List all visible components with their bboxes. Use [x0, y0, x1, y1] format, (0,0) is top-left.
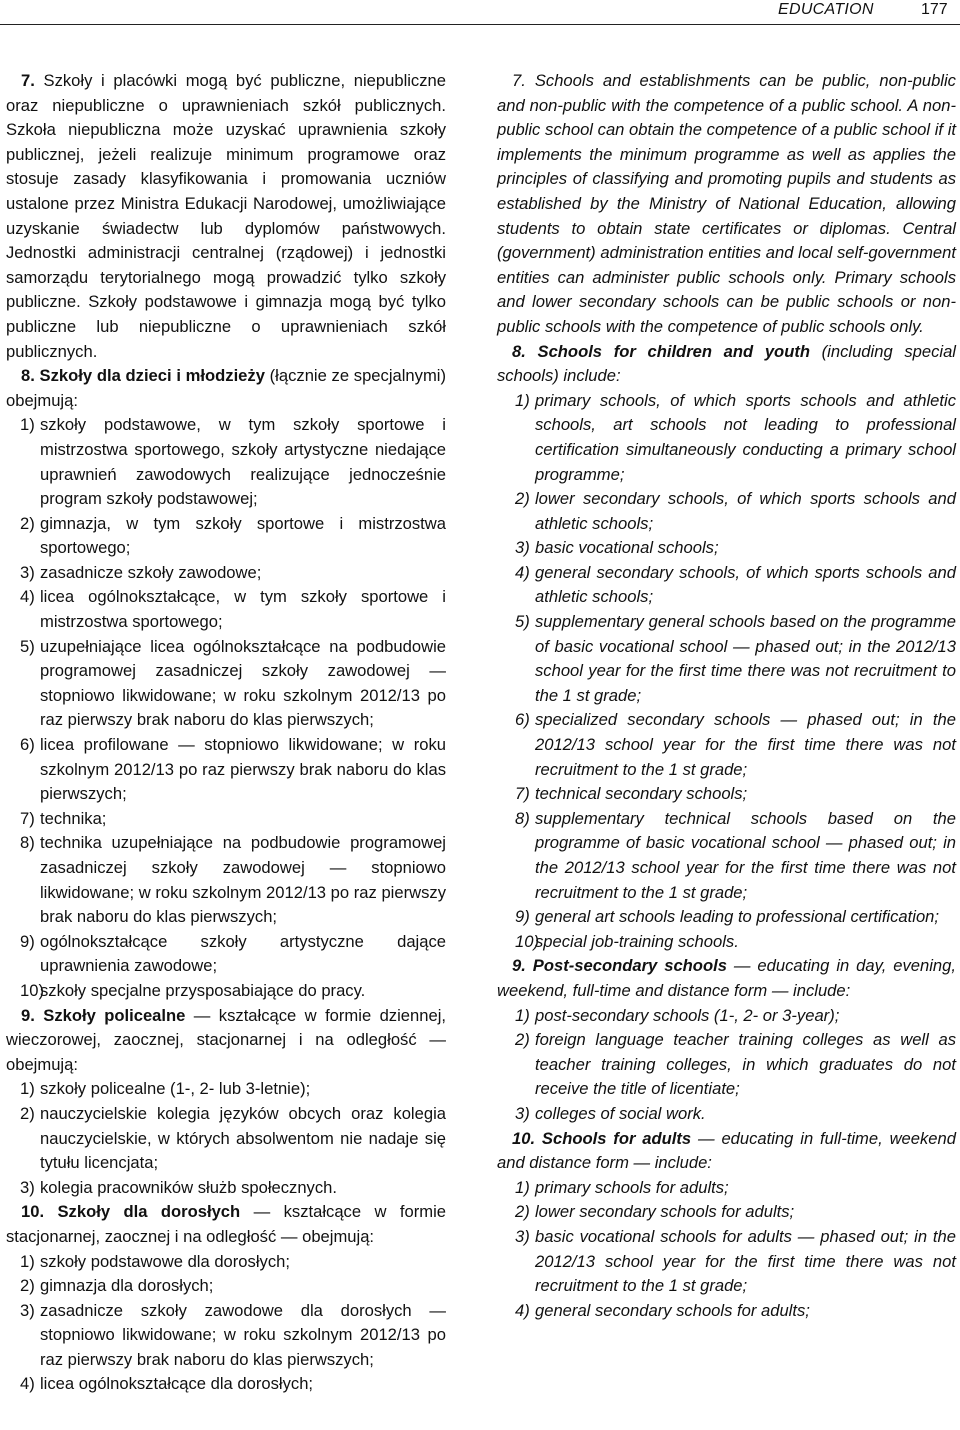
paragraph-text: Szkoły i placówki mogą być publiczne, niepubliczne oraz niepubliczne o uprawnieniach szkół publicznych. Szkoła niepubliczna może uzyskać uprawnienia szkoły publicznej, jeżeli realizuje minimum programowe oraz stosuje zasady klasyfikowania i promowania uczniów ustalone przez Ministra Edukacji Narodowej, umożliwiające uzyskanie świadectw lub dyplomów państwowych. Jednostki administracji centralnej (rządowej) i jednostki samorządu terytorialnego mogą prowadzić tylko szkoły publiczne. Szkoły podstawowe i gimnazja mogą być tylko publiczne lub niepubliczne o uprawnieniach szkół publicznych. — [6, 71, 446, 361]
list-item-number: 3) — [515, 1103, 530, 1123]
list-item-text: ogólnokształcące szkoły artystyczne dające uprawnienia zawodowe; — [40, 931, 446, 976]
list-item-text: lower secondary schools for adults; — [535, 1202, 795, 1222]
list-item-number: 3) — [20, 562, 35, 582]
list-item-text: licea ogólnokształcące, w tym szkoły sportowe i mistrzostwa sportowego; — [40, 587, 446, 632]
list-item-text: nauczycielskie kolegia języków obcych oraz kolegia nauczycielskie, w których absolwentom nie nadaje się tytułu licencjata; — [40, 1103, 446, 1173]
list-9-pl — [6, 1077, 446, 1200]
list-item — [6, 561, 446, 586]
polish-column — [6, 69, 446, 1397]
list-item-number: 1) — [515, 390, 530, 410]
list-item — [6, 1077, 446, 1102]
list-item-text: specialized secondary schools — phased out; in the 2012/13 school year for the first time there was not recruitment to the 1 st grade; — [535, 710, 956, 779]
list-item-text: licea ogólnokształcące dla dorosłych; — [40, 1374, 314, 1394]
list-item-text: primary schools for adults; — [535, 1177, 729, 1197]
list-item-text: zasadnicze szkoły zawodowe; — [40, 562, 262, 582]
paragraph-intro: — kształcące w formie dziennej, wieczorowej, zaocznej, stacjonarnej i na odległość — obejmują: — [6, 1005, 446, 1074]
list-item-number: 7) — [20, 808, 35, 828]
list-item-number: 2) — [515, 1030, 530, 1050]
list-item-number: 1) — [515, 1177, 530, 1197]
paragraph-10-en — [497, 1127, 956, 1176]
list-item-number: 6) — [515, 710, 530, 730]
paragraph-intro: — kształcące w formie stacjonarnej, zaocznej i na odległość — obejmują: — [6, 1202, 446, 1246]
paragraph-number: 7. — [512, 71, 526, 90]
list-item-text: technical secondary schools; — [535, 784, 748, 804]
page-number: 177 — [921, 1, 948, 18]
list-item-text: gimnazja, w tym szkoły sportowe i mistrzostwa sportowego; — [40, 513, 446, 558]
list-item-number: 5) — [20, 636, 35, 656]
list-item — [497, 807, 956, 905]
list-item-text: colleges of social work. — [535, 1103, 706, 1123]
list-item-text: supplementary general schools based on the programme of basic vocational school — phased out; in the 2012/13 school year for the first time there was not recruitment to the 1 st grade; — [535, 612, 956, 705]
list-item — [6, 831, 446, 929]
list-item-text: supplementary technical schools based on the programme of basic vocational school — phased out; in the 2012/13 school year for the first time there was not recruitment to the 1 st grade; — [535, 808, 956, 902]
list-item-number: 4) — [20, 1374, 35, 1394]
list-item — [6, 1250, 446, 1275]
paragraph-heading: 10. Schools for adults — [512, 1128, 692, 1148]
paragraph-intro: (including special schools) include: — [497, 341, 956, 386]
list-item-number: 3) — [515, 538, 530, 558]
list-item — [497, 930, 956, 955]
list-item-text: primary schools, of which sports schools and athletic schools, art schools not leading to professional certification simultaneously conducting a primary school programme; — [535, 390, 956, 484]
list-item-text: foreign language teacher training colleges as well as teacher training colleges, in which graduates do not receive the title of licentiate; — [535, 1030, 956, 1099]
list-item-text: general art schools leading to professional certification; — [535, 907, 940, 927]
paragraph-9-en — [497, 954, 956, 1003]
english-column — [497, 69, 956, 1323]
list-item — [6, 512, 446, 561]
list-item-text: technika; — [40, 808, 107, 828]
list-8-pl — [6, 413, 446, 1003]
list-item-text: licea profilowane — stopniowo likwidowane; w roku szkolnym 2012/13 po raz pierwszy brak naboru do klas pierwszych; — [40, 735, 446, 804]
list-item — [6, 413, 446, 511]
paragraph-9-pl — [6, 1004, 446, 1078]
list-item-number: 2) — [515, 489, 530, 509]
paragraph-heading: 9. Post-secondary schools — [512, 956, 727, 976]
list-item — [497, 561, 956, 610]
list-item — [497, 389, 956, 487]
list-item — [6, 807, 446, 832]
list-item-number: 4) — [515, 1300, 530, 1320]
paragraph-7-pl — [6, 69, 446, 364]
paragraph-10-pl — [6, 1200, 446, 1249]
paragraph-text: Schools and establishments can be public, non-public and non-public with the competence of a public school. A non-public school can obtain the competence of a public school if it implements the minimum programme as well as applies the principles of classifying and promoting pupils and students as established by the Ministry of National Education, allowing students to obtain state certificates or diplomas. Central (government) administration entities and local self-government entities can administer public schools only. Primary schools and lower secondary schools can be public schools or non-public schools with the competence of public schools only. — [497, 71, 956, 336]
list-item-text: post-secondary schools (1-, 2- or 3-year); — [535, 1005, 840, 1025]
list-item — [6, 1102, 446, 1176]
list-item-text: gimnazja dla dorosłych; — [40, 1276, 214, 1296]
paragraph-number: 7. — [21, 71, 35, 90]
list-item — [497, 1102, 956, 1127]
list-item-number: 8) — [515, 808, 530, 828]
list-item — [497, 487, 956, 536]
list-item-number: 1) — [20, 1251, 35, 1271]
list-item-text: general secondary schools, of which sports schools and athletic schools; — [535, 562, 956, 607]
list-9-en — [497, 1004, 956, 1127]
paragraph-intro: — educating in full-time, weekend and distance form — include: — [497, 1128, 956, 1173]
list-item-number: 7) — [515, 784, 530, 804]
list-item-text: technika uzupełniające na podbudowie programowej zasadniczej szkoły zawodowej — stopniowo likwidowane; w roku szkolnym 2012/13 po raz pierwszy brak naboru do klas pierwszych; — [40, 833, 446, 927]
list-item-number: 2) — [515, 1202, 530, 1222]
paragraph-heading: 9. Szkoły policealne — [21, 1005, 186, 1025]
running-header — [0, 0, 960, 26]
paragraph-intro: — educating in day, evening, weekend, full-time and distance form — include: — [497, 956, 956, 1000]
list-item-number: 9) — [515, 907, 530, 927]
list-item-number: 1) — [515, 1005, 530, 1025]
paragraph-heading: 8. Schools for children and youth — [512, 341, 810, 361]
list-item-number: 3) — [20, 1177, 35, 1197]
list-item — [497, 610, 956, 708]
list-item-number: 2) — [20, 1276, 35, 1296]
list-item — [497, 1200, 956, 1225]
header-rule — [0, 24, 960, 25]
list-item — [6, 1274, 446, 1299]
list-item-number: 1) — [20, 1079, 35, 1099]
list-item — [497, 1299, 956, 1324]
list-item — [6, 1176, 446, 1201]
list-item-text: general secondary schools for adults; — [535, 1300, 810, 1320]
list-item — [6, 585, 446, 634]
list-item — [497, 1176, 956, 1201]
list-item-text: basic vocational schools for adults — phased out; in the 2012/13 school year for the first time there was not recruitment to the 1 st grade; — [535, 1226, 956, 1296]
list-item-text: szkoły policealne (1-, 2- lub 3-letnie); — [40, 1079, 311, 1099]
list-item-number: 5) — [515, 612, 530, 632]
list-item-number: 9) — [20, 931, 35, 951]
list-item-text: zasadnicze szkoły zawodowe dla dorosłych — stopniowo likwidowane; w roku szkolnym 2012/13 po raz pierwszy brak naboru do klas pierwszych; — [40, 1300, 446, 1369]
paragraph-intro: (łącznie ze specjalnymi) obejmują: — [6, 366, 446, 410]
list-item — [6, 1299, 446, 1373]
list-item-number: 2) — [20, 1103, 35, 1123]
list-item-text: szkoły podstawowe, w tym szkoły sportowe i mistrzostwa sportowego, szkoły artystyczne niedające uprawnień zawodowych realizujące jednocześnie program szkoły podstawowej; — [40, 415, 446, 509]
list-item — [6, 930, 446, 979]
list-item-number: 4) — [20, 587, 35, 607]
list-item — [497, 536, 956, 561]
list-item-text: basic vocational schools; — [535, 538, 719, 558]
list-item-number: 3) — [515, 1226, 530, 1246]
paragraph-heading: 10. Szkoły dla dorosłych — [21, 1202, 241, 1222]
list-item-text: szkoły podstawowe dla dorosłych; — [40, 1251, 290, 1271]
list-item-number: 3) — [20, 1300, 35, 1320]
list-item — [497, 782, 956, 807]
paragraph-heading: 8. Szkoły dla dzieci i młodzieży — [21, 366, 265, 386]
list-item-number: 6) — [20, 735, 35, 755]
list-8-en — [497, 389, 956, 955]
section-title: EDUCATION — [778, 1, 874, 18]
list-item — [497, 1028, 956, 1102]
list-item — [497, 905, 956, 930]
list-item-number: 10) — [515, 931, 539, 951]
list-item-number: 10) — [20, 980, 44, 1000]
list-10-pl — [6, 1250, 446, 1398]
list-item-text: special job-training schools. — [535, 931, 739, 951]
list-item — [497, 1004, 956, 1029]
list-item-text: szkoły specjalne przysposabiające do pracy. — [40, 980, 366, 1000]
list-item-number: 8) — [20, 833, 35, 853]
paragraph-8-en — [497, 340, 956, 389]
list-item — [6, 635, 446, 733]
list-item-text: kolegia pracowników służb społecznych. — [40, 1177, 337, 1197]
list-10-en — [497, 1176, 956, 1324]
list-item-number: 4) — [515, 562, 530, 582]
list-item — [6, 733, 446, 807]
list-item — [497, 708, 956, 782]
list-item — [6, 1372, 446, 1397]
list-item-number: 1) — [20, 415, 35, 435]
list-item-number: 2) — [20, 513, 35, 533]
list-item-text: uzupełniające licea ogólnokształcące na podbudowie programowej zasadniczej szkoły zawodowej — stopniowo likwidowane; w roku szkolnym 2012/13 po raz pierwszy brak naboru do klas pierwszych; — [40, 636, 446, 730]
paragraph-7-en — [497, 69, 956, 340]
list-item — [497, 1225, 956, 1299]
list-item-text: lower secondary schools, of which sports schools and athletic schools; — [535, 489, 956, 533]
list-item — [6, 979, 446, 1004]
paragraph-8-pl — [6, 364, 446, 413]
